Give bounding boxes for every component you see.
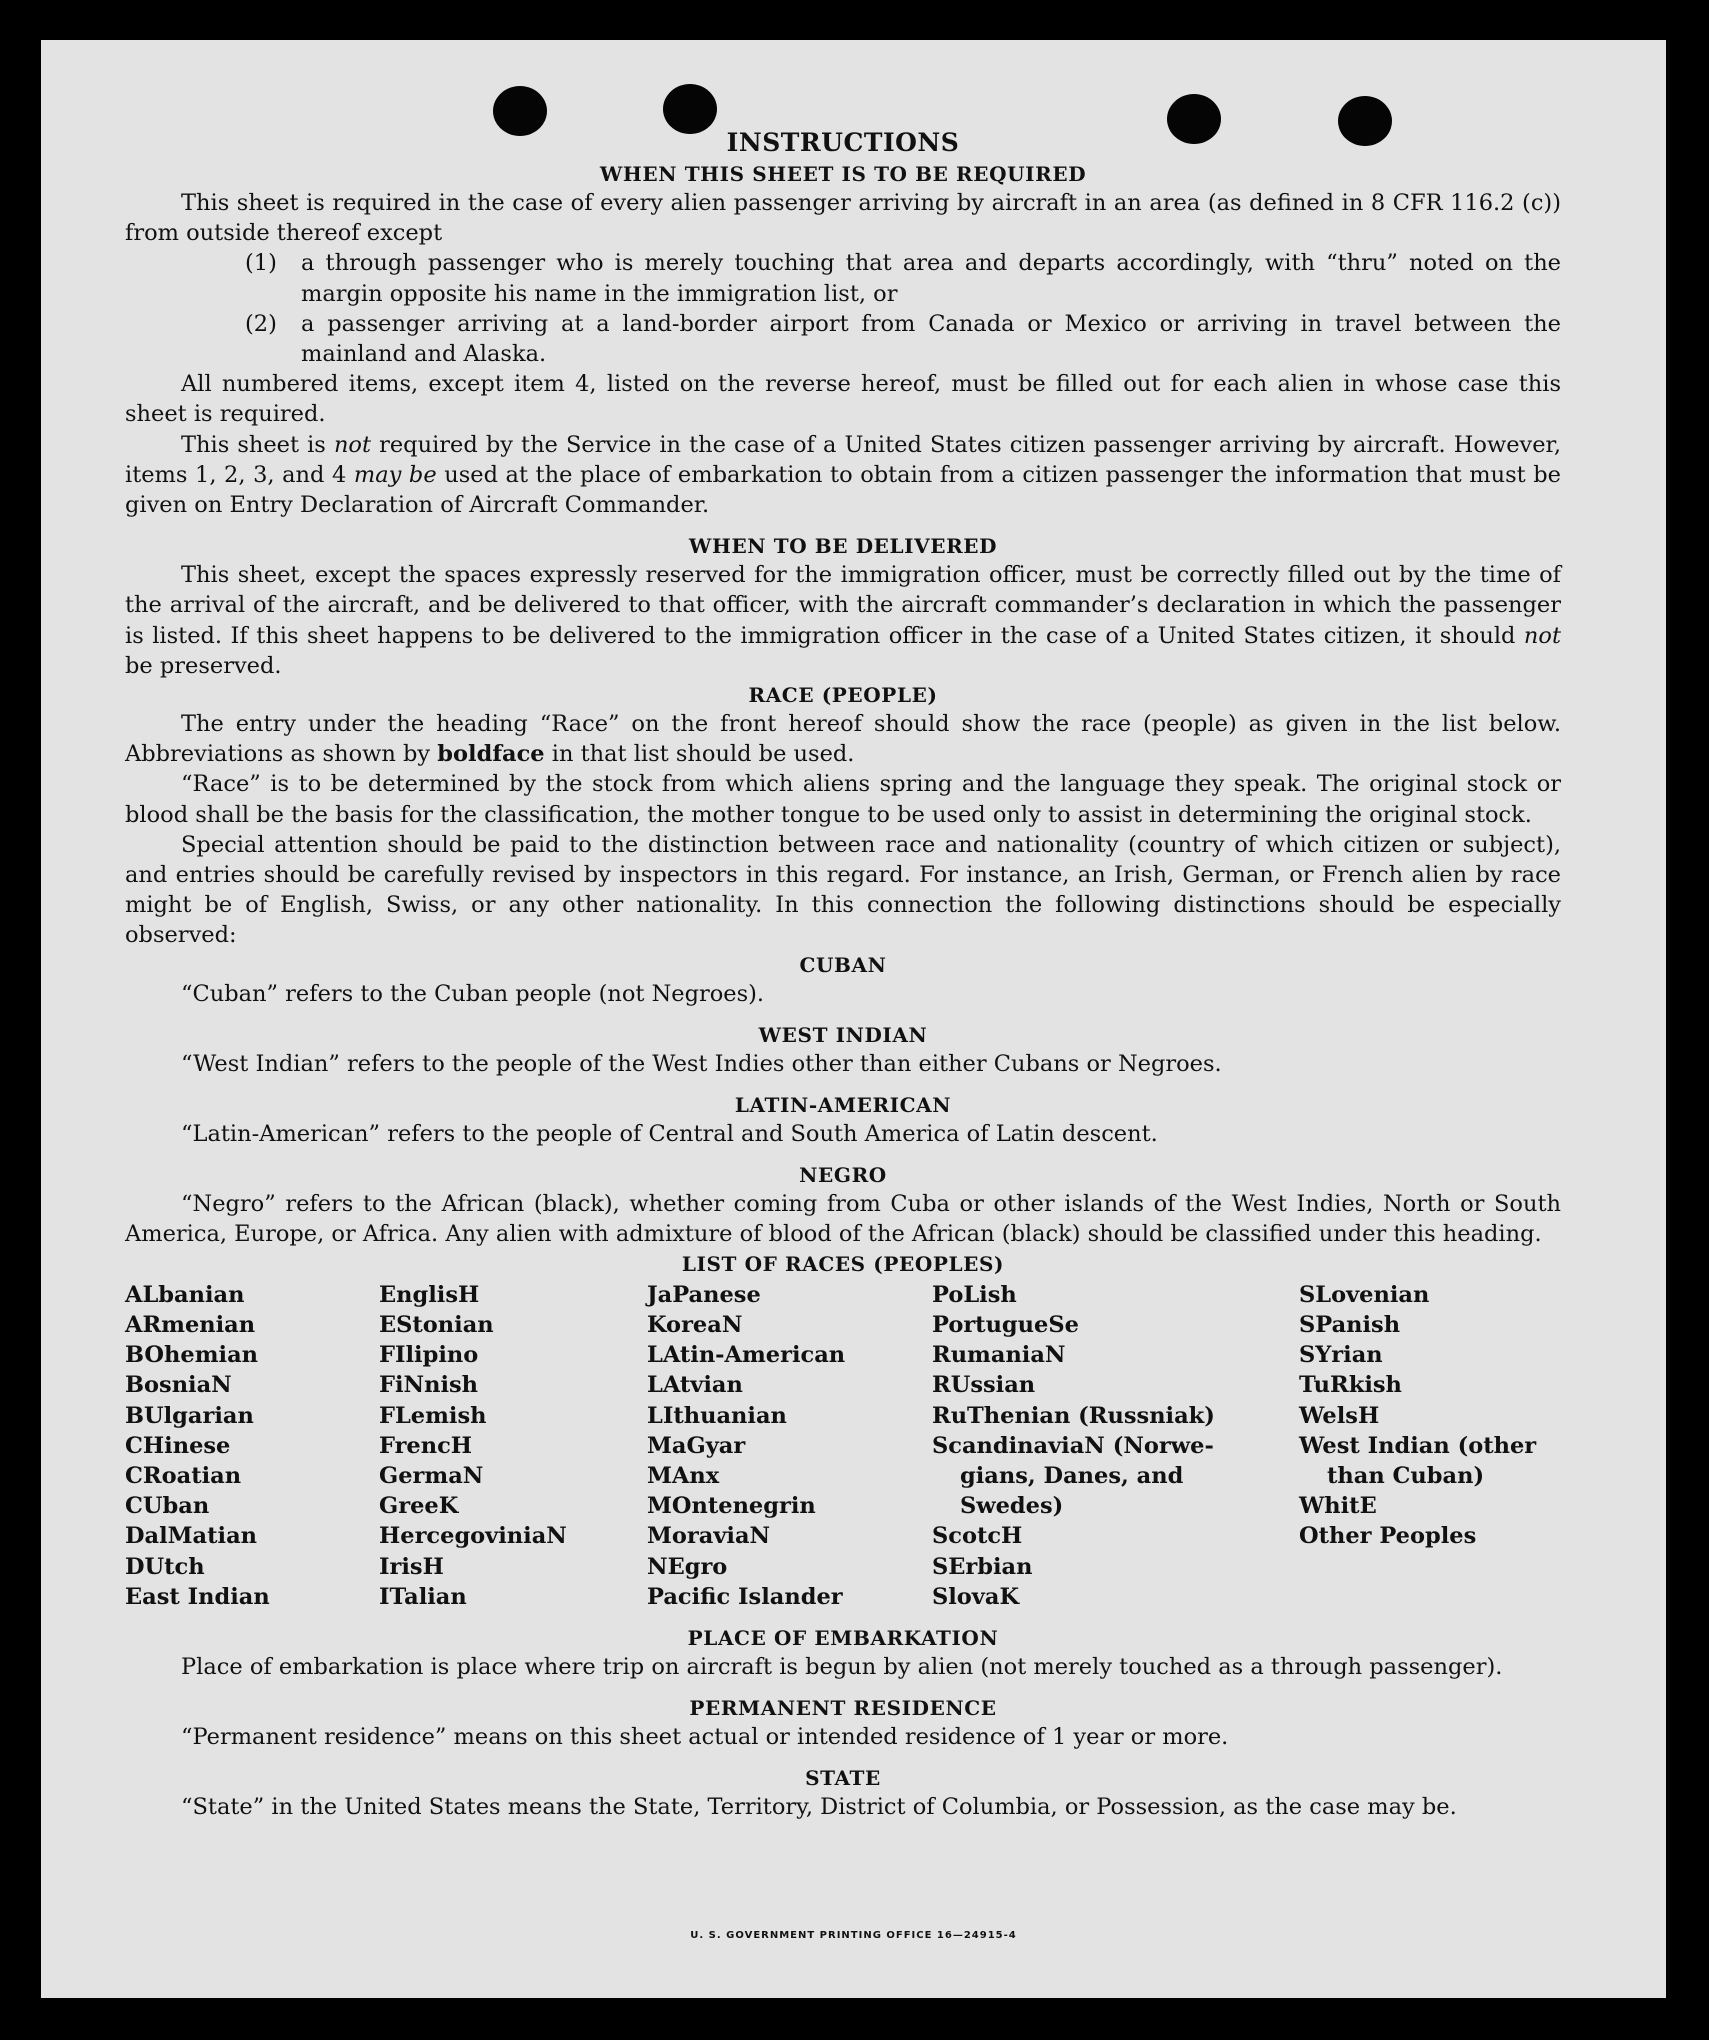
race-entry: PoLish <box>932 1281 1017 1308</box>
race-entry: SErbian <box>932 1553 1033 1580</box>
race-entry: West Indian (other <box>1299 1432 1537 1459</box>
paragraph: “Cuban” refers to the Cuban people (not Negroes). <box>181 980 765 1007</box>
race-column <box>932 1280 1299 1612</box>
section-heading: NEGRO <box>799 1163 887 1188</box>
race-entry: LAtin-American <box>647 1342 846 1369</box>
section-heading: STATE <box>805 1766 881 1791</box>
race-entry: CRoatian <box>125 1462 242 1489</box>
race-entry: FrencH <box>379 1432 473 1459</box>
paragraph: This sheet is required in the case of every alien passenger arriving by aircraft in an area (as defined in 8 CFR 116.2 (c)) from outside thereof except <box>125 190 1561 247</box>
race-entry: GermaN <box>379 1462 484 1489</box>
race-entry: ScandinaviaN (Norwe- <box>932 1432 1214 1459</box>
race-entry: KoreaN <box>647 1311 743 1338</box>
race-entry: FLemish <box>379 1402 487 1429</box>
race-entry: TuRkish <box>1299 1372 1402 1399</box>
race-entry: DUtch <box>125 1553 205 1580</box>
race-column <box>647 1280 932 1612</box>
race-entry: MAnx <box>647 1462 720 1489</box>
race-entry: WhitE <box>1299 1493 1377 1520</box>
section-heading: WHEN TO BE DELIVERED <box>688 534 998 559</box>
race-column <box>125 1280 379 1612</box>
instructions-body <box>125 126 1561 1823</box>
paragraph: Special attention should be paid to the distinction between race and nationality (country of which citizen or subject), and entries should be carefully revised by inspectors in this regard. For instance, an Irish, German, or French alien by race might be of English, Swiss, or any other nationality. In this connection the following distinctions should be especially observed: <box>125 831 1561 949</box>
race-entry: MOntenegrin <box>647 1493 816 1520</box>
race-entry: ScotcH <box>932 1523 1023 1550</box>
race-entry: MoraviaN <box>647 1523 771 1550</box>
race-entry: RumaniaN <box>932 1342 1066 1369</box>
paragraph: The entry under the heading “Race” on the front hereof should show the race (people) as given in the list below. Abbreviations as shown by boldface in that list should be used. <box>125 711 1561 768</box>
list-item <box>245 248 1561 308</box>
race-entry: NEgro <box>647 1553 728 1580</box>
item-text: a through passenger who is merely touching that area and departs accordingly, with “thru” noted on the margin opposite his name in the immigration list, or <box>301 250 1561 307</box>
race-entry: JaPanese <box>647 1281 761 1308</box>
race-list <box>125 1280 1561 1612</box>
race-entry: Pacific Islander <box>647 1583 843 1610</box>
paragraph: “Latin-American” refers to the people of Central and South America of Latin descent. <box>181 1121 1158 1148</box>
race-entry: BOhemian <box>125 1342 259 1369</box>
race-entry: GreeK <box>379 1493 459 1520</box>
section-heading: RACE (PEOPLE) <box>748 683 938 708</box>
section-heading: PLACE OF EMBARKATION <box>687 1625 999 1650</box>
list-item <box>245 309 1561 369</box>
race-entry: EnglisH <box>379 1281 480 1308</box>
race-entry: SYrian <box>1299 1342 1383 1369</box>
race-entry: FiNnish <box>379 1372 479 1399</box>
race-entry: HercegoviniaN <box>379 1523 567 1550</box>
race-entry: LAtvian <box>647 1372 743 1399</box>
race-column <box>379 1280 647 1612</box>
paragraph: “Permanent residence” means on this sheet actual or intended residence of 1 year or more. <box>181 1724 1229 1751</box>
race-entry: EStonian <box>379 1311 494 1338</box>
paragraph: “West Indian” refers to the people of the West Indies other than either Cubans or Negroes. <box>181 1050 1222 1077</box>
paragraph: Place of embarkation is place where trip on aircraft is begun by alien (not merely touched as a through passenger). <box>181 1653 1503 1680</box>
race-entry: than Cuban) <box>1327 1462 1485 1489</box>
paragraph: This sheet, except the spaces expressly reserved for the immigration officer, must be correctly filled out by the time of the arrival of the aircraft, and be delivered to that officer, with the aircraft commander’s declaration in which the passenger is listed. If this sheet happens to be delivered to the immigration officer in the case of a United States citizen, it should not be preserved. <box>125 562 1561 679</box>
race-entry: BosniaN <box>125 1372 232 1399</box>
race-entry: WelsH <box>1299 1402 1380 1429</box>
section-heading: LIST OF RACES (PEOPLES) <box>681 1251 1005 1276</box>
race-entry: SLovenian <box>1299 1281 1430 1308</box>
race-entry: gians, Danes, and <box>960 1462 1184 1489</box>
paragraph: “Race” is to be determined by the stock from which aliens spring and the language they speak. The original stock or blood shall be the basis for the classification, the mother tongue to be used only to assist in determining the original stock. <box>125 771 1561 828</box>
race-entry: BUlgarian <box>125 1402 254 1429</box>
race-entry: RuThenian (Russniak) <box>932 1402 1215 1429</box>
section-heading: WEST INDIAN <box>758 1022 928 1047</box>
page-title: INSTRUCTIONS <box>726 128 960 157</box>
race-entry: DalMatian <box>125 1523 258 1550</box>
race-entry: ARmenian <box>125 1311 256 1338</box>
race-entry: LIthuanian <box>647 1402 787 1429</box>
paragraph: “Negro” refers to the African (black), whether coming from Cuba or other islands of the West Indies, North or South America, Europe, or Africa. Any alien with admixture of blood of the African (black) should be classified under this heading. <box>125 1191 1561 1248</box>
item-number: (2) <box>245 310 277 337</box>
item-text: a passenger arriving at a land-border airport from Canada or Mexico or arriving in travel between the mainland and Alaska. <box>301 310 1561 368</box>
document-page <box>41 40 1666 1998</box>
race-entry: East Indian <box>125 1583 270 1610</box>
section-heading: WHEN THIS SHEET IS TO BE REQUIRED <box>599 162 1087 186</box>
item-number: (1) <box>245 250 277 277</box>
paragraph: This sheet is not required by the Service in the case of a United States citizen passenger arriving by aircraft. However, items 1, 2, 3, and 4 may be used at the place of embarkation to obtain from a citizen passenger the information that must be given on Entry Declaration of Aircraft Commander. <box>125 431 1561 519</box>
race-entry: SlovaK <box>932 1583 1020 1610</box>
race-entry: ALbanian <box>125 1281 245 1308</box>
race-entry: RUssian <box>932 1372 1036 1399</box>
paragraph: “State” in the United States means the State, Territory, District of Columbia, or Possession, as the case may be. <box>181 1794 1457 1821</box>
race-entry: CHinese <box>125 1432 231 1459</box>
race-entry: SPanish <box>1299 1311 1401 1338</box>
race-entry: CUban <box>125 1493 210 1520</box>
race-entry: MaGyar <box>647 1432 746 1459</box>
race-entry: IrisH <box>379 1553 444 1580</box>
race-entry: ITalian <box>379 1583 467 1610</box>
section-heading: CUBAN <box>799 952 887 977</box>
race-entry: Swedes) <box>960 1493 1064 1520</box>
section-heading: PERMANENT RESIDENCE <box>689 1696 997 1721</box>
race-column <box>1299 1280 1561 1612</box>
race-entry: Other Peoples <box>1299 1523 1477 1550</box>
printer-imprint: U. S. GOVERNMENT PRINTING OFFICE 16—24915-4 <box>690 1930 1017 1941</box>
section-heading: LATIN-AMERICAN <box>734 1093 952 1118</box>
race-entry: FIlipino <box>379 1342 479 1369</box>
race-entry: PortugueSe <box>932 1311 1079 1338</box>
paragraph: All numbered items, except item 4, listed on the reverse hereof, must be filled out for each alien in whose case this sheet is required. <box>125 371 1561 428</box>
